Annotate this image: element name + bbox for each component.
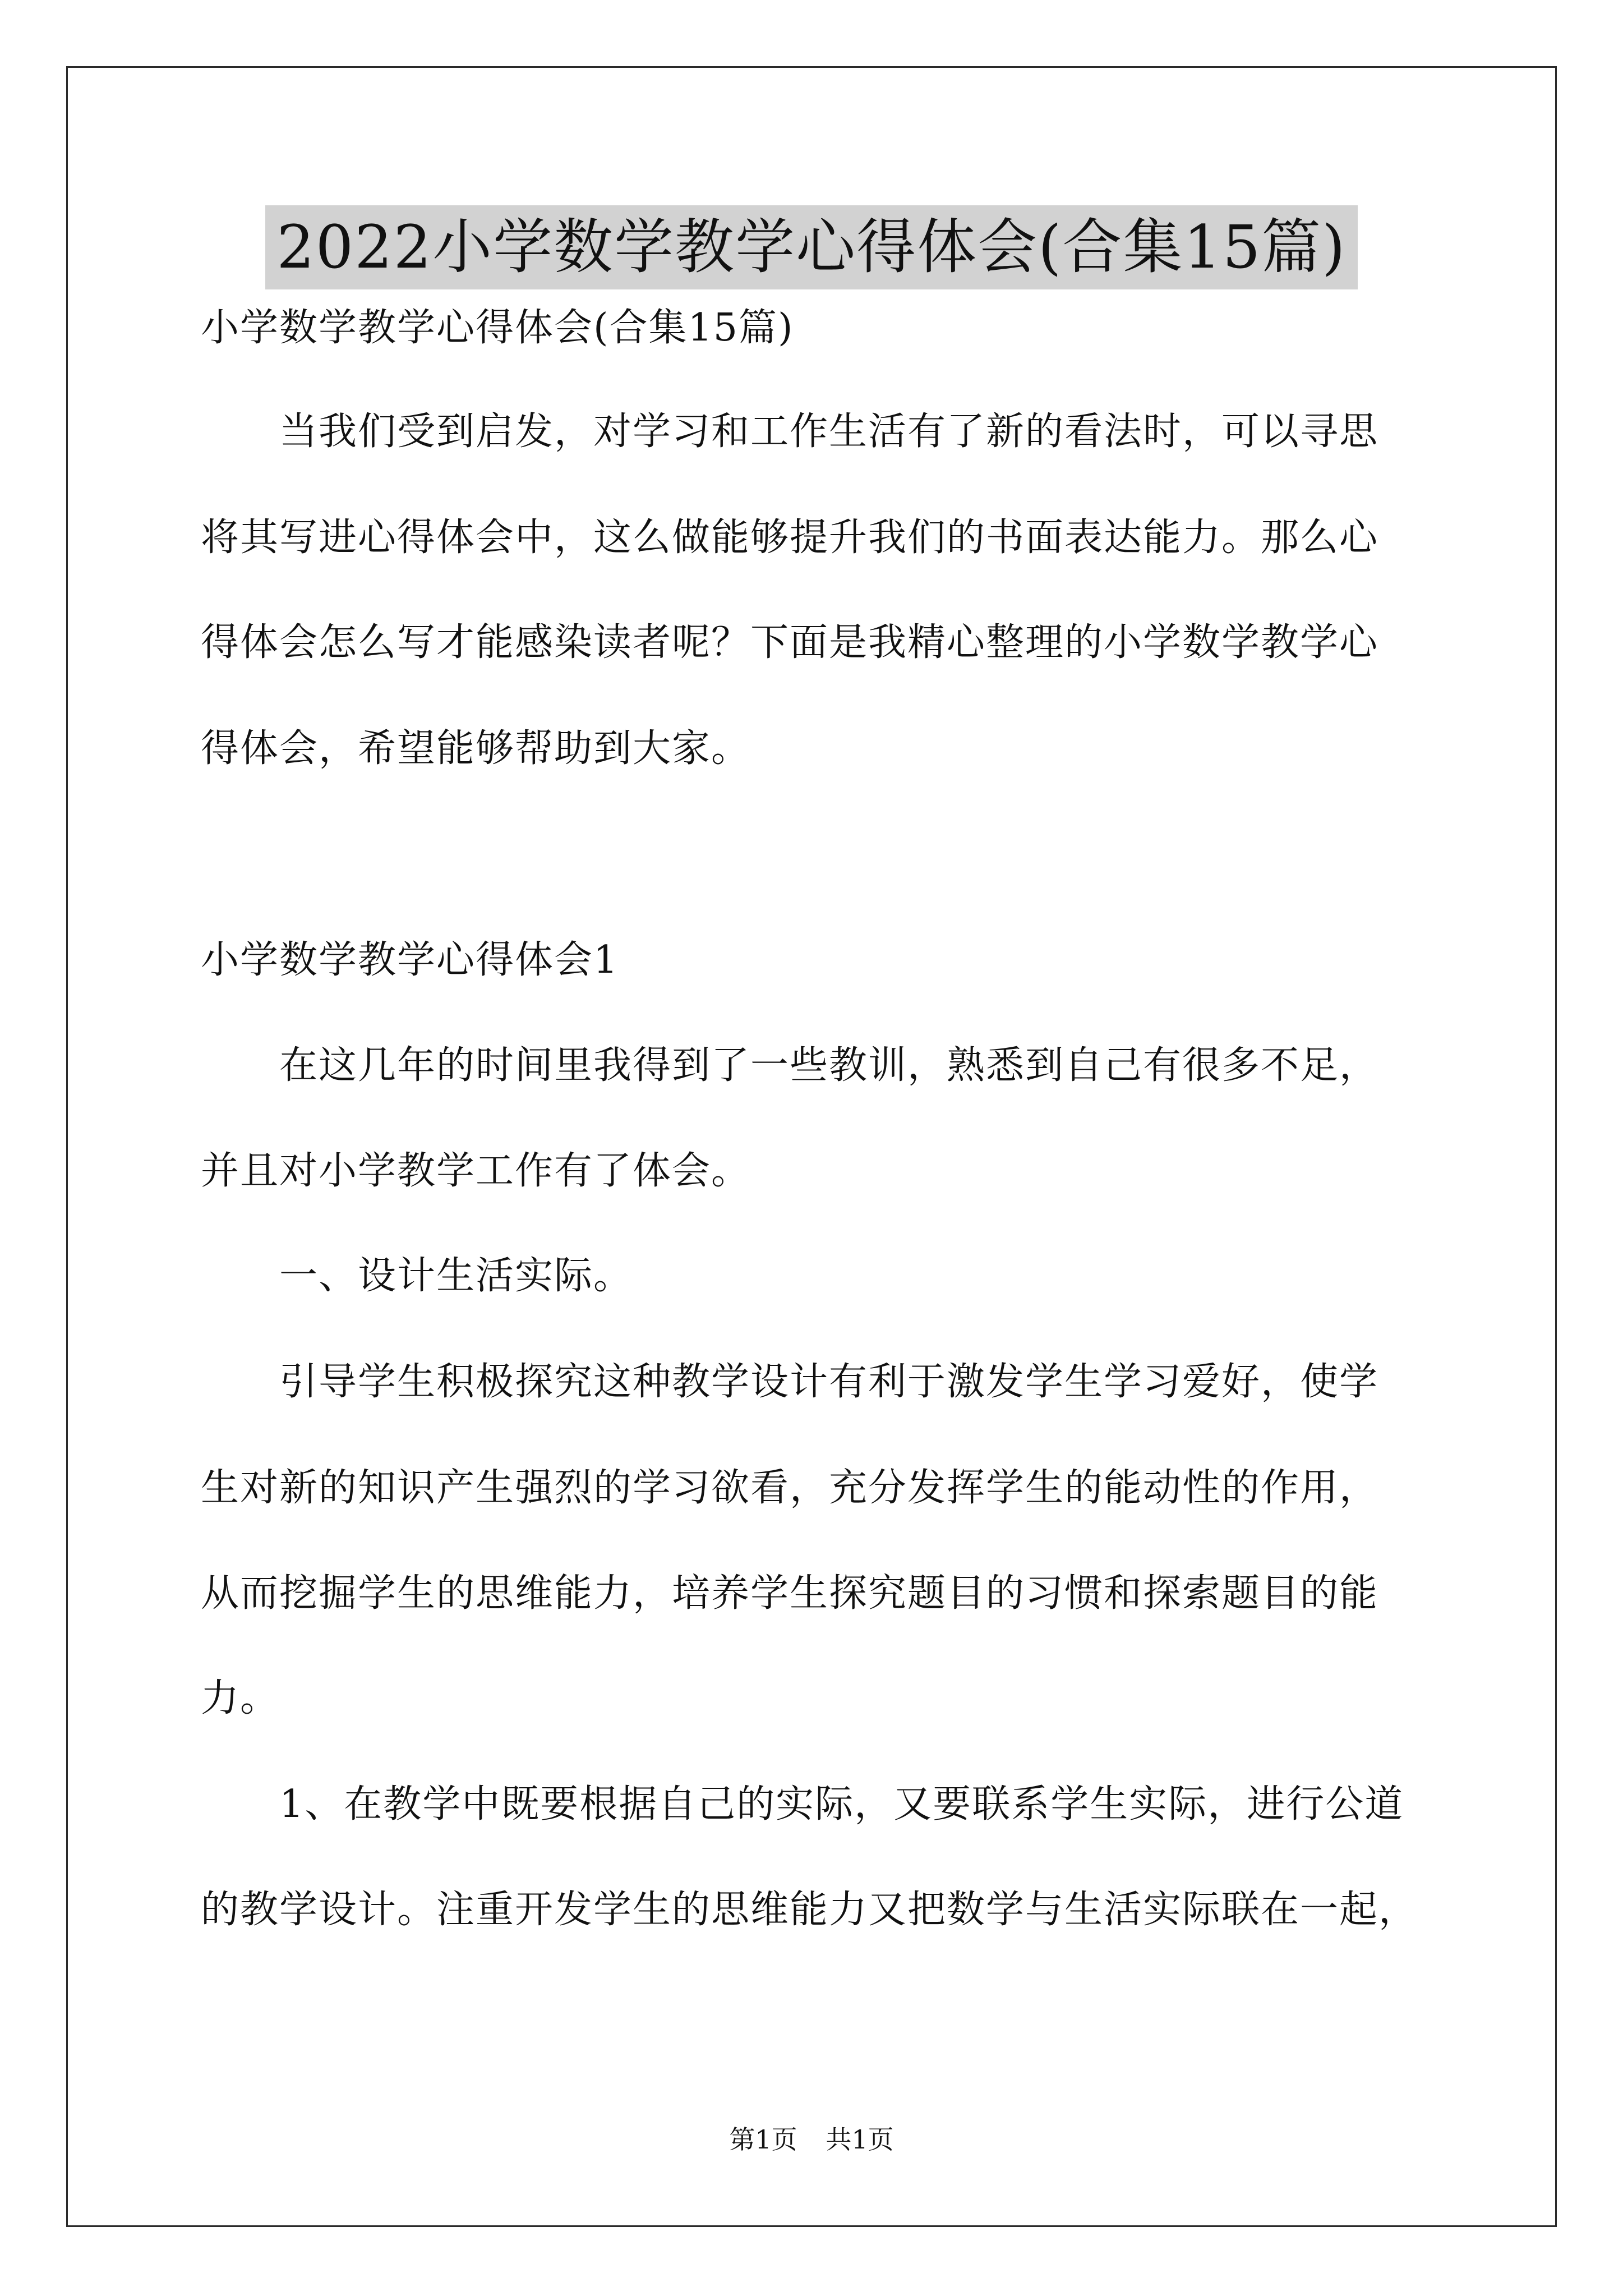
section-heading: 小学数学教学心得体会1 <box>201 938 619 982</box>
page-total: 共1页 <box>826 2124 894 2155</box>
page-number: 第1页 <box>729 2124 797 2155</box>
page-footer <box>0 2123 1623 2156</box>
document-title: 2022小学数学教学心得体会(合集15篇) <box>265 205 1357 289</box>
paragraph-line: 1、在教学中既要根据自己的实际，又要联系学生实际，进行公道 <box>201 1782 1404 1826</box>
paragraph-line: 将其写进心得体会中，这么做能够提升我们的书面表达能力。那么心 <box>201 516 1379 560</box>
paragraph-line: 力。 <box>201 1676 280 1720</box>
paragraph-line: 一、设计生活实际。 <box>201 1254 633 1298</box>
paragraph-line: 当我们受到启发，对学习和工作生活有了新的看法时，可以寻思 <box>201 409 1379 454</box>
paragraph-line: 得体会怎么写才能感染读者呢？下面是我精心整理的小学数学教学心 <box>201 620 1379 665</box>
paragraph-line: 引导学生积极探究这种教学设计有利于激发学生学习爱好，使学 <box>201 1360 1379 1404</box>
paragraph-line: 得体会，希望能够帮助到大家。 <box>201 726 751 771</box>
paragraph-line: 并且对小学教学工作有了体会。 <box>201 1149 751 1193</box>
paragraph-line: 在这几年的时间里我得到了一些教训，熟悉到自己有很多不足， <box>201 1043 1379 1088</box>
paragraph-line: 从而挖掘学生的思维能力，培养学生探究题目的习惯和探索题目的能 <box>201 1571 1379 1616</box>
subtitle: 小学数学教学心得体会(合集15篇) <box>201 306 794 350</box>
paragraph-line: 生对新的知识产生强烈的学习欲看，充分发挥学生的能动性的作用， <box>201 1466 1379 1510</box>
title-container <box>0 205 1623 289</box>
paragraph-line: 的教学设计。注重开发学生的思维能力又把数学与生活实际联在一起， <box>201 1888 1418 1932</box>
